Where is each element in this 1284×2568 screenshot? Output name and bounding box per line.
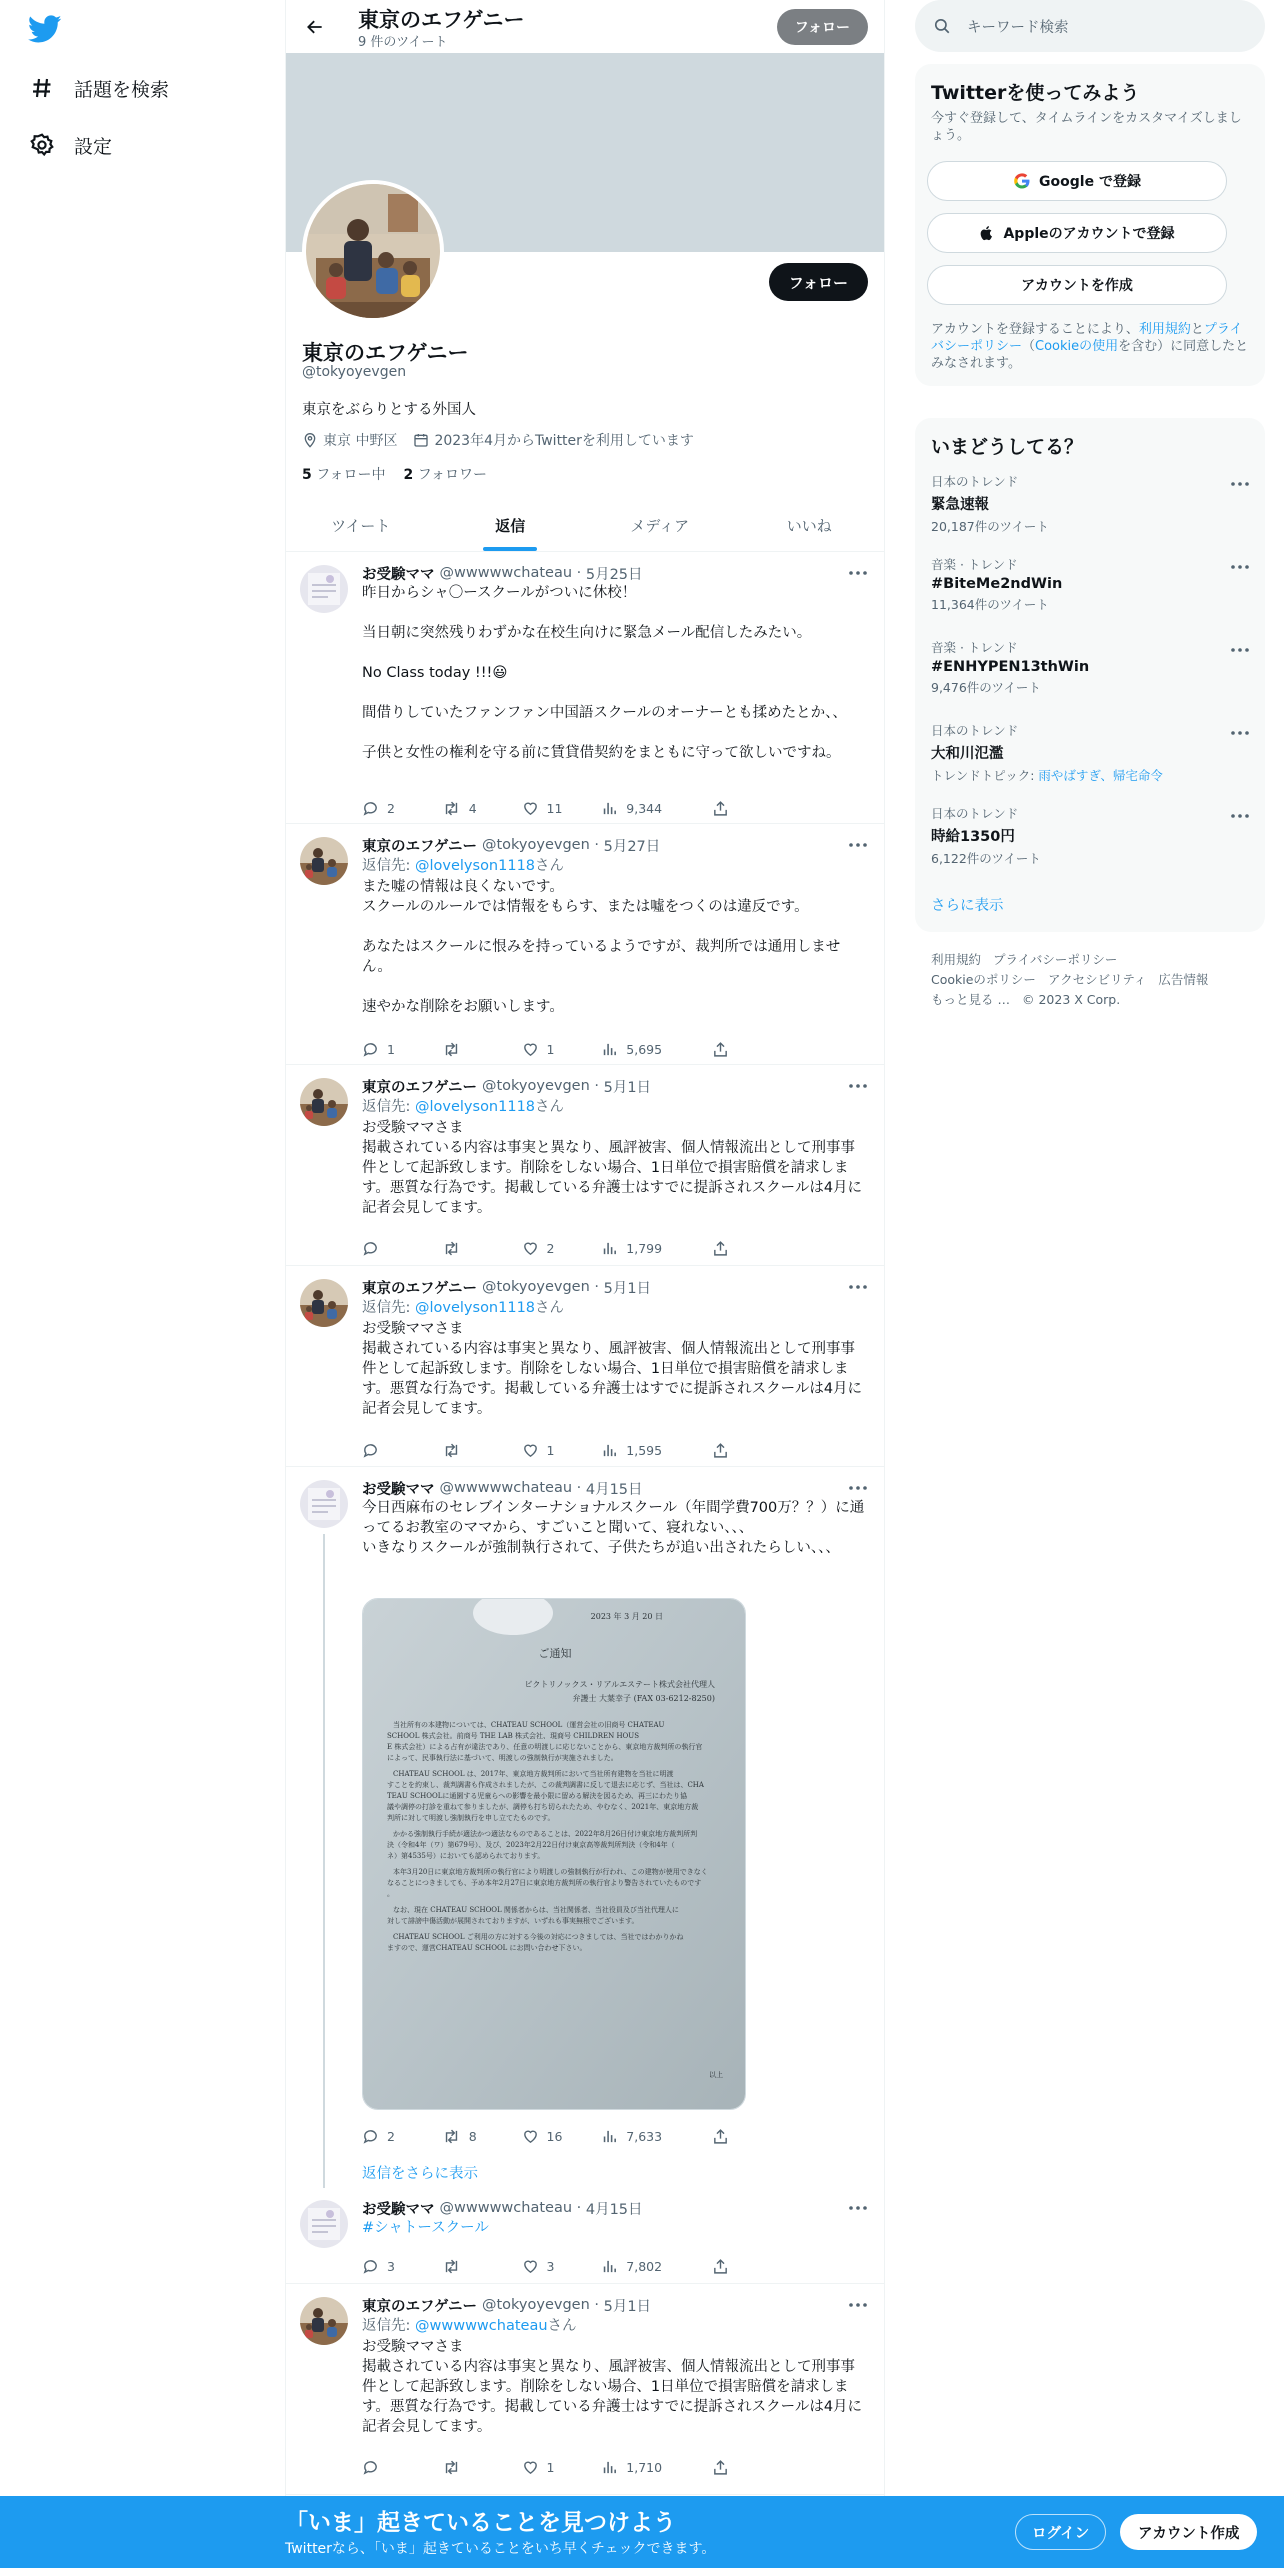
views-button[interactable] bbox=[601, 2126, 712, 2146]
tweet-date[interactable]: 4月15日 bbox=[585, 2201, 643, 2218]
share-button[interactable] bbox=[712, 798, 792, 818]
tweet-header bbox=[362, 1076, 868, 1096]
likes-count: 1 bbox=[546, 1442, 555, 1458]
avatar[interactable] bbox=[300, 1480, 348, 1528]
login-prompt-subtitle: Twitterなら、「いま」起きていることをいち早くチェックできます。 bbox=[285, 2541, 716, 2557]
doc-heading: ご通知 bbox=[538, 1647, 572, 1660]
profile-avatar[interactable] bbox=[302, 180, 444, 322]
share-button[interactable] bbox=[712, 2457, 792, 2477]
reply-to-line bbox=[362, 2315, 868, 2337]
trends-title: いまどうしてる？ bbox=[931, 436, 1084, 458]
tweet-date[interactable]: 5月1日 bbox=[603, 1079, 652, 1096]
reply-to-prefix: 返信先: bbox=[362, 1099, 415, 1115]
signup-legal-text bbox=[931, 321, 1249, 372]
follow-button[interactable]: フォロー bbox=[769, 263, 868, 301]
reply-to-suffix: さん bbox=[535, 1300, 565, 1316]
show-more-trends-link[interactable]: さらに表示 bbox=[931, 898, 1004, 914]
avatar[interactable] bbox=[300, 2297, 348, 2345]
thread-line bbox=[323, 1534, 325, 2188]
heart-icon bbox=[522, 2258, 547, 2275]
share-button[interactable] bbox=[712, 1440, 792, 1460]
profile-location-text: 東京 中野区 bbox=[323, 433, 398, 449]
like-button[interactable] bbox=[522, 2256, 602, 2276]
views-button[interactable] bbox=[601, 1039, 712, 1059]
trend-item[interactable] bbox=[931, 638, 1249, 696]
tweet-text: お受験ママさま 掲載されている内容は事実と異なり、風評被害、個人情報流出として刑事事件として起訴致します。削除をしない場合、1日単位で損害賠償を請求します。悪質な行為です。掲載している弁護士はすでに提訴されスクールは4月に記者会見してます。 bbox=[362, 1321, 863, 1417]
footer-links bbox=[931, 950, 1261, 1010]
profile-location bbox=[302, 430, 397, 450]
doc-paragraph: 当社所有の本建物については、CHATEAU SCHOOL（運営会社の旧商号 CHATEAU SCHOOL 株式会社。前商号 THE LAB 株式会社、現商号 CHILDREN HOUS E 株式会社）による占有が違法であり、任意の明渡しに応じないことから、東京地方裁判所の執行官によって、民事執行法に基づいて、明渡しの強制執行が実施されました。 bbox=[387, 1721, 703, 1762]
tweet-author-handle[interactable]: @wwwwwchateau bbox=[439, 1480, 573, 1496]
doc-paragraph: なお、現在 CHATEAU SCHOOL 関係者からは、当社関係者、当社役員及び当社代理人に対して誹謗中傷活動が展開されておりますが、いずれも事実無根でございます。 bbox=[387, 1906, 679, 1925]
views-button[interactable] bbox=[601, 2457, 712, 2477]
tab-media[interactable]: メディア bbox=[630, 517, 690, 535]
views-count: 9,344 bbox=[626, 800, 663, 816]
tweet[interactable] bbox=[286, 825, 884, 1065]
tweet-author-handle[interactable]: @wwwwwchateau bbox=[439, 565, 573, 581]
trend-item[interactable] bbox=[931, 472, 1249, 535]
likes-count: 3 bbox=[546, 2258, 555, 2274]
trend-count: 9,476件のツイート bbox=[931, 680, 1041, 695]
signup-title: Twitterを使ってみよう bbox=[931, 82, 1140, 104]
replies-count: 2 bbox=[387, 800, 395, 816]
doc-sender-1: ビクトリノックス・リアルエステート株式会社代理人 bbox=[524, 1680, 715, 1689]
share-icon bbox=[712, 1442, 737, 1459]
tweet-body bbox=[362, 1478, 868, 1558]
trend-topics-link[interactable]: 雨やばすぎ、帰宅命令 bbox=[1038, 768, 1163, 783]
apple-icon bbox=[979, 224, 995, 242]
tweet-author-name[interactable]: お受験ママ bbox=[362, 566, 435, 583]
retweet-button[interactable] bbox=[442, 1440, 522, 1460]
tweet-actions bbox=[362, 798, 792, 818]
tweet-author-handle[interactable]: @tokyoyevgen bbox=[481, 1078, 590, 1094]
tweet[interactable] bbox=[286, 1267, 884, 1467]
retweets-count: 4 bbox=[468, 800, 477, 816]
avatar[interactable] bbox=[300, 2200, 348, 2248]
tweet-header bbox=[362, 1277, 868, 1297]
heart-icon bbox=[522, 1041, 547, 1058]
heart-icon bbox=[522, 1240, 547, 1257]
tweet-header bbox=[362, 563, 868, 583]
trend-context: 日本のトレンド bbox=[931, 474, 1019, 489]
avatar[interactable] bbox=[300, 1078, 348, 1126]
tweet-author-name[interactable]: 東京のエフゲニー bbox=[362, 1079, 477, 1096]
trend-name: #BiteMe2ndWin bbox=[931, 576, 1063, 592]
reply-to-link[interactable]: @lovelyson1118 bbox=[415, 1300, 536, 1316]
tweet-header bbox=[362, 2295, 868, 2315]
trend-context: 音楽 · トレンド bbox=[931, 640, 1018, 655]
doc-paragraph: 本年3月20日に東京地方裁判所の執行官により明渡しの強制執行が行われ、この建物が使用できなくなることにつきましても、予め本年2月27日に東京地方裁判所の執行官より警告されていたものです。 bbox=[387, 1868, 708, 1898]
share-button[interactable] bbox=[712, 1039, 792, 1059]
location-pin-icon bbox=[302, 432, 318, 448]
reply-icon bbox=[362, 1041, 387, 1058]
tweet-author-handle[interactable]: @wwwwwchateau bbox=[439, 2200, 573, 2216]
trend-context: 音楽 · トレンド bbox=[931, 557, 1018, 572]
likes-count: 1 bbox=[546, 2459, 555, 2475]
reply-icon bbox=[362, 1240, 387, 1257]
tweet[interactable] bbox=[286, 1468, 884, 2188]
tweet-text: 今日西麻布のセレブインターナショナルスクール（年間学費700万？？）に通ってるお教室のママから、すごいこと聞いて、寝れない、、、 いきなりスクールが強制執行されて、子供たちが追い出されたらしい、、、 bbox=[362, 1500, 865, 1556]
profile-meta bbox=[302, 430, 710, 450]
share-icon bbox=[712, 800, 737, 817]
trend-context: 日本のトレンド bbox=[931, 806, 1019, 821]
reply-to-link[interactable]: @wwwwwchateau bbox=[415, 2318, 548, 2334]
calendar-icon bbox=[413, 432, 429, 448]
trend-item[interactable] bbox=[931, 555, 1249, 613]
bar-chart-icon bbox=[601, 2459, 626, 2476]
tweet-text: お受験ママさま 掲載されている内容は事実と異なり、風評被害、個人情報流出として刑事事件として起訴致します。削除をしない場合、1日単位で損害賠償を請求します。悪質な行為です。掲載している弁護士はすでに提訴されスクールは4月に記者会見してます。 bbox=[362, 1120, 863, 1216]
tweet[interactable] bbox=[286, 2285, 884, 2495]
left-navigation bbox=[0, 0, 285, 2568]
reply-icon bbox=[362, 2459, 387, 2476]
apple-signup-button[interactable] bbox=[927, 213, 1227, 253]
reply-to-line bbox=[362, 855, 868, 877]
login-prompt-title: 「いま」起きていることを見つけよう bbox=[285, 2510, 676, 2536]
views-button[interactable] bbox=[601, 2256, 712, 2276]
avatar[interactable] bbox=[300, 837, 348, 885]
trend-name: 大和川氾濫 bbox=[931, 746, 1004, 762]
tweet-separator: · bbox=[572, 565, 586, 581]
doc-sender-2: 弁護士 大葉幸子 (FAX 03-6212-8250) bbox=[572, 1694, 715, 1703]
nav-settings[interactable] bbox=[28, 125, 112, 165]
tweet-separator: · bbox=[589, 1078, 604, 1094]
tweet-actions bbox=[362, 2256, 792, 2276]
footer-more-link[interactable]: もっと見る … bbox=[931, 992, 1010, 1007]
replies-count: 2 bbox=[387, 2128, 395, 2144]
trend-item[interactable] bbox=[931, 721, 1249, 784]
footer-terms-link[interactable]: 利用規約 bbox=[931, 952, 982, 967]
doc-paragraph: CHATEAU SCHOOL は、2017年、東京地方裁判所において当社所有建物を当社に明渡すことを約束し、裁判調書も作成されましたが、この裁判調書に反して退去に応じず、当社は、CHA TEAU SCHOOLに通園する児童らへの影響を最小限に留める解決を図るため、再三にわたり協議や調停の打診を重ねて参りましたが、調停も打ち切られたため、やむなく、2021年、東京地方裁判所に対して明渡し強制執行を申し立てたものです。 bbox=[387, 1770, 704, 1822]
views-button[interactable] bbox=[601, 1440, 712, 1460]
back-button[interactable] bbox=[298, 10, 332, 44]
header-follow-button[interactable]: フォロー bbox=[777, 9, 868, 45]
share-button[interactable] bbox=[712, 2256, 792, 2276]
terms-link[interactable]: 利用規約 bbox=[1138, 322, 1191, 337]
reply-button[interactable] bbox=[362, 2256, 442, 2276]
tweet-separator: · bbox=[572, 2200, 586, 2216]
share-button[interactable] bbox=[712, 2126, 792, 2146]
create-account-button[interactable]: アカウントを作成 bbox=[927, 265, 1227, 305]
retweet-button[interactable] bbox=[442, 798, 522, 818]
tab-tweets[interactable]: ツイート bbox=[331, 517, 391, 535]
heart-icon bbox=[522, 800, 547, 817]
tweet-date[interactable]: 5月1日 bbox=[603, 2298, 652, 2315]
trend-name: 時給1350円 bbox=[931, 829, 1015, 845]
reply-button[interactable] bbox=[362, 2126, 442, 2146]
notice-document-image bbox=[363, 1599, 746, 2110]
twitter-logo-icon[interactable] bbox=[28, 12, 62, 46]
legal-text-1: アカウントを登録することにより、 bbox=[931, 322, 1139, 337]
tweet-text: お受験ママさま 掲載されている内容は事実と異なり、風評被害、個人情報流出として刑事事件として起訴致します。削除をしない場合、1日単位で損害賠償を請求します。悪質な行為です。掲載している弁護士はすでに提訴されスクールは4月に記者会見してます。 bbox=[362, 2339, 863, 2435]
bar-chart-icon bbox=[601, 800, 626, 817]
tweet-body bbox=[362, 2198, 868, 2238]
login-prompt-bar bbox=[0, 2496, 1284, 2568]
legal-text-3: （ bbox=[1022, 339, 1036, 354]
tweet-header bbox=[362, 835, 868, 855]
reply-to-link[interactable]: @lovelyson1118 bbox=[415, 858, 536, 874]
tab-likes[interactable]: いいね bbox=[786, 517, 832, 535]
tweet[interactable] bbox=[286, 1066, 884, 1266]
tab-replies[interactable]: 返信 bbox=[436, 500, 586, 551]
reply-button[interactable] bbox=[362, 2457, 442, 2477]
tweet-body bbox=[362, 2295, 868, 2437]
more-icon[interactable] bbox=[1231, 638, 1249, 656]
hashtag-link[interactable]: #シャトースクール bbox=[362, 2220, 489, 2236]
views-count: 1,710 bbox=[626, 2459, 663, 2475]
footer-accessibility-link[interactable]: アクセシビリティ bbox=[1047, 972, 1147, 987]
replies-count: 1 bbox=[387, 1041, 395, 1057]
doc-date: 2023 年 3 月 20 日 bbox=[590, 1612, 663, 1621]
reply-icon bbox=[362, 2258, 387, 2275]
reply-to-suffix: さん bbox=[547, 2318, 577, 2334]
bar-chart-icon bbox=[601, 1442, 626, 1459]
trend-count: 20,187件のツイート bbox=[931, 519, 1049, 534]
trend-context: 日本のトレンド bbox=[931, 723, 1019, 738]
reply-button[interactable] bbox=[362, 798, 442, 818]
bar-chart-icon bbox=[601, 1240, 626, 1257]
reply-to-prefix: 返信先: bbox=[362, 858, 415, 874]
tweet-header bbox=[362, 2198, 868, 2218]
views-count: 1,595 bbox=[626, 1442, 663, 1458]
retweet-button[interactable] bbox=[442, 2256, 522, 2276]
views-count: 7,802 bbox=[626, 2258, 663, 2274]
followers-label: フォロワー bbox=[413, 467, 487, 483]
more-icon[interactable] bbox=[1231, 555, 1249, 573]
show-more-replies-link[interactable]: 返信をさらに表示 bbox=[362, 2166, 478, 2182]
followers-count: 2 bbox=[403, 467, 414, 483]
search-input[interactable] bbox=[915, 0, 1265, 52]
like-button[interactable] bbox=[522, 1039, 602, 1059]
tweet-author-handle[interactable]: @tokyoyevgen bbox=[481, 2297, 590, 2313]
signup-description: 今すぐ登録して、タイムラインをカスタマイズしましょう。 bbox=[931, 111, 1242, 143]
privacy-link[interactable]: プライバシーポリシー bbox=[931, 322, 1243, 354]
footer-privacy-link[interactable]: プライバシーポリシー bbox=[993, 952, 1118, 967]
tweet-actions bbox=[362, 1039, 792, 1059]
tweet-date[interactable]: 5月1日 bbox=[603, 1280, 652, 1297]
views-count: 7,633 bbox=[626, 2128, 663, 2144]
like-button[interactable] bbox=[522, 1238, 602, 1258]
following-count: 5 bbox=[302, 467, 312, 483]
share-icon bbox=[712, 2258, 737, 2275]
tweet-author-name[interactable]: お受験ママ bbox=[362, 2201, 435, 2218]
share-icon bbox=[712, 2128, 737, 2145]
like-button[interactable] bbox=[522, 798, 602, 818]
reply-to-link[interactable]: @lovelyson1118 bbox=[415, 1099, 536, 1115]
apple-signup-label: Appleのアカウントで登録 bbox=[1003, 226, 1175, 242]
nav-settings-label: 設定 bbox=[74, 135, 113, 158]
retweet-icon bbox=[442, 1041, 469, 1058]
followers-link[interactable] bbox=[404, 464, 488, 484]
tweet-actions bbox=[362, 2126, 792, 2146]
likes-count: 1 bbox=[546, 1041, 555, 1057]
search-icon bbox=[933, 17, 951, 35]
bar-chart-icon bbox=[601, 1041, 626, 1058]
tweet-body bbox=[362, 1076, 868, 1218]
retweet-icon bbox=[442, 2459, 469, 2476]
like-button[interactable] bbox=[522, 2457, 602, 2477]
tweet-author-handle[interactable]: @tokyoyevgen bbox=[481, 1279, 590, 1295]
reply-button[interactable] bbox=[362, 1039, 442, 1059]
header-tweet-count: 9 件のツイート bbox=[358, 35, 448, 50]
reply-to-line bbox=[362, 1096, 868, 1118]
reply-button[interactable] bbox=[362, 1440, 442, 1460]
profile-joined bbox=[413, 430, 693, 450]
gear-icon bbox=[28, 131, 56, 159]
profile-name: 東京のエフゲニー bbox=[302, 341, 469, 365]
retweet-button[interactable] bbox=[442, 2126, 522, 2146]
hashtag-icon bbox=[28, 74, 56, 102]
likes-count: 16 bbox=[546, 2128, 563, 2144]
header-title: 東京のエフゲニー bbox=[358, 8, 525, 32]
tweet-header bbox=[362, 1478, 868, 1498]
replies-count: 3 bbox=[387, 2258, 395, 2274]
doc-end: 以上 bbox=[709, 2071, 723, 2079]
google-signup-button[interactable] bbox=[927, 161, 1227, 201]
profile-joined-text: 2023年4月からTwitterを利用しています bbox=[434, 433, 694, 449]
cookie-link[interactable]: Cookieの使用 bbox=[1035, 339, 1119, 354]
tweet-image[interactable] bbox=[362, 1598, 746, 2110]
retweet-icon bbox=[442, 2258, 469, 2275]
likes-count: 2 bbox=[546, 1240, 555, 1256]
reply-icon bbox=[362, 1442, 387, 1459]
profile-tabs bbox=[286, 500, 884, 552]
profile-bio: 東京をぶらりとする外国人 bbox=[302, 402, 476, 418]
tweet-author-name[interactable]: 東京のエフゲニー bbox=[362, 1280, 477, 1297]
trend-topics bbox=[931, 766, 1249, 784]
arrow-left-icon bbox=[305, 17, 325, 37]
retweet-button[interactable] bbox=[442, 1039, 522, 1059]
tweet-author-name[interactable]: お受験ママ bbox=[362, 1481, 435, 1498]
tweet-separator: · bbox=[572, 1480, 586, 1496]
tweet[interactable] bbox=[286, 2188, 884, 2284]
search-placeholder: キーワード検索 bbox=[967, 19, 1069, 36]
bar-chart-icon bbox=[601, 2128, 626, 2145]
reply-icon bbox=[362, 800, 387, 817]
share-icon bbox=[712, 1240, 737, 1257]
heart-icon bbox=[522, 1442, 547, 1459]
reply-to-prefix: 返信先: bbox=[362, 1300, 415, 1316]
reply-to-line bbox=[362, 1297, 868, 1319]
trend-item[interactable] bbox=[931, 804, 1249, 867]
reply-icon bbox=[362, 2128, 387, 2145]
google-signup-label: Google で登録 bbox=[1039, 174, 1141, 190]
tweet-text: 昨日からシャ〇ースクールがついに休校！ 当日朝に突然残りわずかな在校生向けに緊急メール配信したみたい。 No Class today !!!😃 間借りしていたファンファン中国語スクールのオーナーとも揉めたとか、、 子供と女性の権利を守る前に賃貸借契約をまともに守って欲しいですね。 bbox=[362, 585, 847, 761]
heart-icon bbox=[522, 2128, 547, 2145]
tweet-date[interactable]: 4月15日 bbox=[585, 1481, 643, 1498]
signup-button[interactable]: アカウント作成 bbox=[1120, 2514, 1257, 2550]
legal-text-4: を含む）に同意したとみなされます。 bbox=[931, 339, 1249, 371]
likes-count: 11 bbox=[546, 800, 563, 816]
avatar[interactable] bbox=[300, 1279, 348, 1327]
retweet-icon bbox=[442, 2128, 469, 2145]
trend-count: 6,122件のツイート bbox=[931, 851, 1041, 866]
retweet-button[interactable] bbox=[442, 2457, 522, 2477]
retweet-icon bbox=[442, 800, 469, 817]
more-icon[interactable] bbox=[1231, 804, 1249, 822]
views-count: 1,799 bbox=[626, 1240, 663, 1256]
footer-copyright: © 2023 X Corp. bbox=[1021, 992, 1121, 1007]
following-link[interactable] bbox=[302, 464, 386, 484]
tweet-body bbox=[362, 835, 868, 1017]
legal-text-2: と bbox=[1190, 322, 1204, 337]
trend-name: 緊急速報 bbox=[931, 497, 989, 513]
retweets-count: 8 bbox=[468, 2128, 477, 2144]
trend-topics-prefix: トレンドトピック: bbox=[931, 768, 1039, 783]
heart-icon bbox=[522, 2459, 547, 2476]
tweet-actions bbox=[362, 1238, 792, 1258]
views-button[interactable] bbox=[601, 1238, 712, 1258]
retweet-icon bbox=[442, 1240, 469, 1257]
trend-name: #ENHYPEN13thWin bbox=[931, 659, 1090, 675]
tweet[interactable] bbox=[286, 553, 884, 824]
retweet-button[interactable] bbox=[442, 1238, 522, 1258]
tweet-author-name[interactable]: 東京のエフゲニー bbox=[362, 838, 477, 855]
footer-ads-link[interactable]: 広告情報 bbox=[1158, 972, 1209, 987]
tweet-text: また嘘の情報は良くないです。 スクールのルールでは情報をもらす、または噓をつくのは違反です。 あなたはスクールに恨みを持っているようですが、裁判所では通用しません。 速やかな削除をお願いします。 bbox=[362, 879, 841, 1015]
reply-button[interactable] bbox=[362, 1238, 442, 1258]
tweet-actions bbox=[362, 2457, 792, 2477]
doc-paragraph: かかる強制執行手続が適法かつ適法なものであることは、2022年8月26日付け東京地方裁判所判決（令和4年（ワ）第679号）、及び、2023年2月22日付け東京高等裁判所判決（令和4年（ネ）第4535号）においても認められております。 bbox=[387, 1830, 698, 1860]
tweet-actions bbox=[362, 1440, 792, 1460]
profile-header-bar bbox=[286, 0, 884, 53]
tweet-body bbox=[362, 1277, 868, 1419]
trends-card bbox=[915, 418, 1265, 932]
profile-handle: @tokyoyevgen bbox=[302, 364, 407, 380]
tweet-author-handle[interactable]: @tokyoyevgen bbox=[481, 837, 590, 853]
views-count: 5,695 bbox=[626, 1041, 663, 1057]
like-button[interactable] bbox=[522, 2126, 602, 2146]
reply-to-suffix: さん bbox=[535, 858, 565, 874]
share-button[interactable] bbox=[712, 1238, 792, 1258]
share-icon bbox=[712, 2459, 737, 2476]
share-icon bbox=[712, 1041, 737, 1058]
following-label: フォロー中 bbox=[311, 467, 386, 483]
avatar[interactable] bbox=[300, 565, 348, 613]
login-button[interactable]: ログイン bbox=[1015, 2514, 1106, 2550]
trend-count: 11,364件のツイート bbox=[931, 597, 1049, 612]
nav-explore[interactable] bbox=[28, 68, 169, 108]
profile-timeline bbox=[285, 0, 885, 2568]
retweet-icon bbox=[442, 1442, 469, 1459]
footer-cookie-link[interactable]: Cookieのポリシー bbox=[931, 972, 1036, 987]
tweet-separator: · bbox=[589, 2297, 604, 2313]
doc-paragraph: CHATEAU SCHOOL ご利用の方に対する今後の対応につきましては、当社ではわかりかねますので、運営CHATEAU SCHOOL にお問い合わせ下さい。 bbox=[387, 1933, 684, 1952]
tweet-separator: · bbox=[589, 1279, 604, 1295]
tweet-separator: · bbox=[589, 837, 604, 853]
tweet-date[interactable]: 5月25日 bbox=[585, 566, 643, 583]
profile-counts bbox=[302, 464, 505, 484]
like-button[interactable] bbox=[522, 1440, 602, 1460]
views-button[interactable] bbox=[601, 798, 712, 818]
tweet-date[interactable]: 5月27日 bbox=[603, 838, 661, 855]
bar-chart-icon bbox=[601, 2258, 626, 2275]
reply-to-suffix: さん bbox=[535, 1099, 565, 1115]
more-icon[interactable] bbox=[1231, 721, 1249, 739]
tweet-body bbox=[362, 563, 868, 763]
nav-explore-label: 話題を検索 bbox=[74, 78, 170, 101]
more-icon[interactable] bbox=[1231, 472, 1249, 490]
tweet-author-name[interactable]: 東京のエフゲニー bbox=[362, 2298, 477, 2315]
signup-card bbox=[915, 64, 1265, 386]
reply-to-prefix: 返信先: bbox=[362, 2318, 415, 2334]
google-icon bbox=[1013, 172, 1031, 190]
